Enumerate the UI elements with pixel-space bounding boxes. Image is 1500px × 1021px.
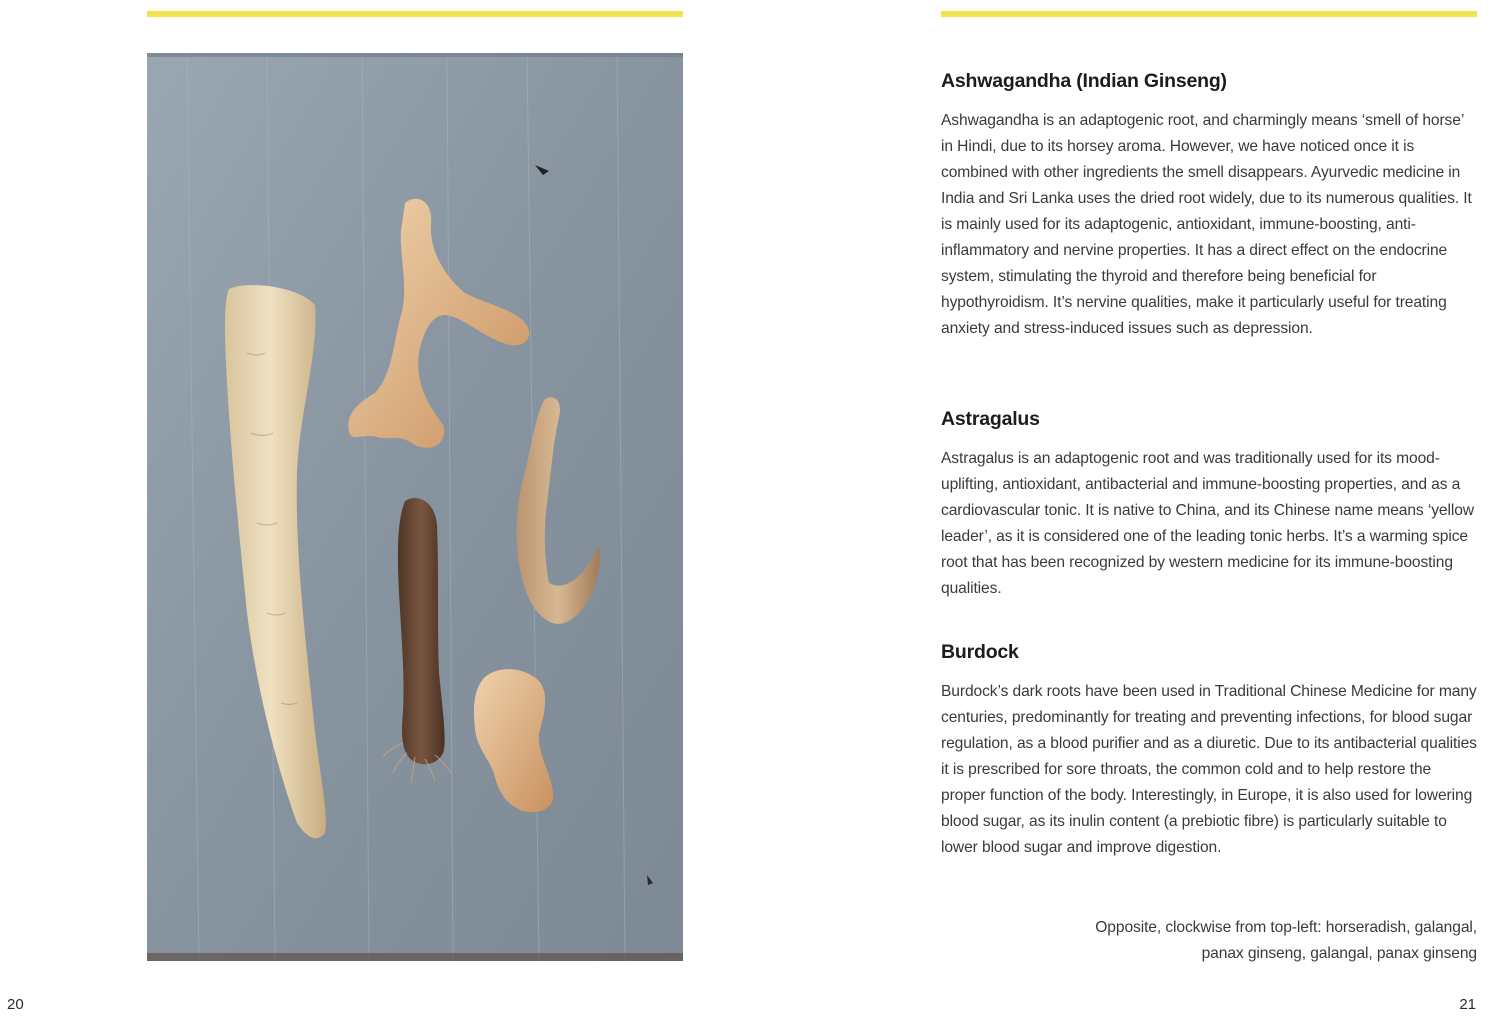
roots-photo [147,53,683,961]
section-title: Astragalus [941,408,1040,430]
top-accent-rule-left [147,11,683,17]
section-body: Astragalus is an adaptogenic root and was traditionally used for its mood-uplifting, antioxidant, antibacterial and immune-boosting properties, and as a cardiovascular tonic. It is native to China, and its Chinese name means ‘yellow leader’, as it is considered one of the leading tonic herbs. It’s a warming spice root that has been recognized by western medicine for its immune-boosting qualities. [941,450,1474,597]
section-burdock [941,637,1477,861]
photo-caption [957,915,1477,967]
page-number-right: 21 [1459,996,1476,1013]
section-ashwagandha [941,66,1477,342]
caption-line-2: panax ginseng, galangal, panax ginseng [1201,945,1477,962]
page-number-left: 20 [7,996,24,1013]
section-body: Ashwagandha is an adaptogenic root, and charmingly means ‘smell of horse’ in Hindi, due to its horsey aroma. However, we have noticed once it is combined with other ingredients the smell disappears. Ayurvedic medicine in India and Sri Lanka uses the dried root widely, due to its numerous qualities. It is mainly used for its adaptogenic, antioxidant, immune-boosting, anti-inflammatory and nervine properties. It has a direct effect on the endocrine system, stimulating the thyroid and therefore being beneficial for hypothyroidism. It’s nervine qualities, make it particularly useful for treating anxiety and stress-induced issues such as depression. [941,112,1472,337]
section-title: Burdock [941,641,1019,663]
caption-line-1: Opposite, clockwise from top-left: horseradish, galangal, [1095,919,1477,936]
section-title: Ashwagandha (Indian Ginseng) [941,70,1227,92]
section-body: Burdock’s dark roots have been used in Traditional Chinese Medicine for many centuries, predominantly for treating and preventing infections, for blood sugar regulation, as a blood purifier and as a diuretic. Due to its antibacterial qualities it is prescribed for sore throats, the common cold and to help restore the proper function of the body. Interestingly, in Europe, it is also used for lowering blood sugar, as its inulin content (a prebiotic fibre) is particularly suitable to lower blood sugar and improve digestion. [941,683,1477,856]
section-astragalus [941,404,1477,602]
top-accent-rule-right [941,11,1477,17]
